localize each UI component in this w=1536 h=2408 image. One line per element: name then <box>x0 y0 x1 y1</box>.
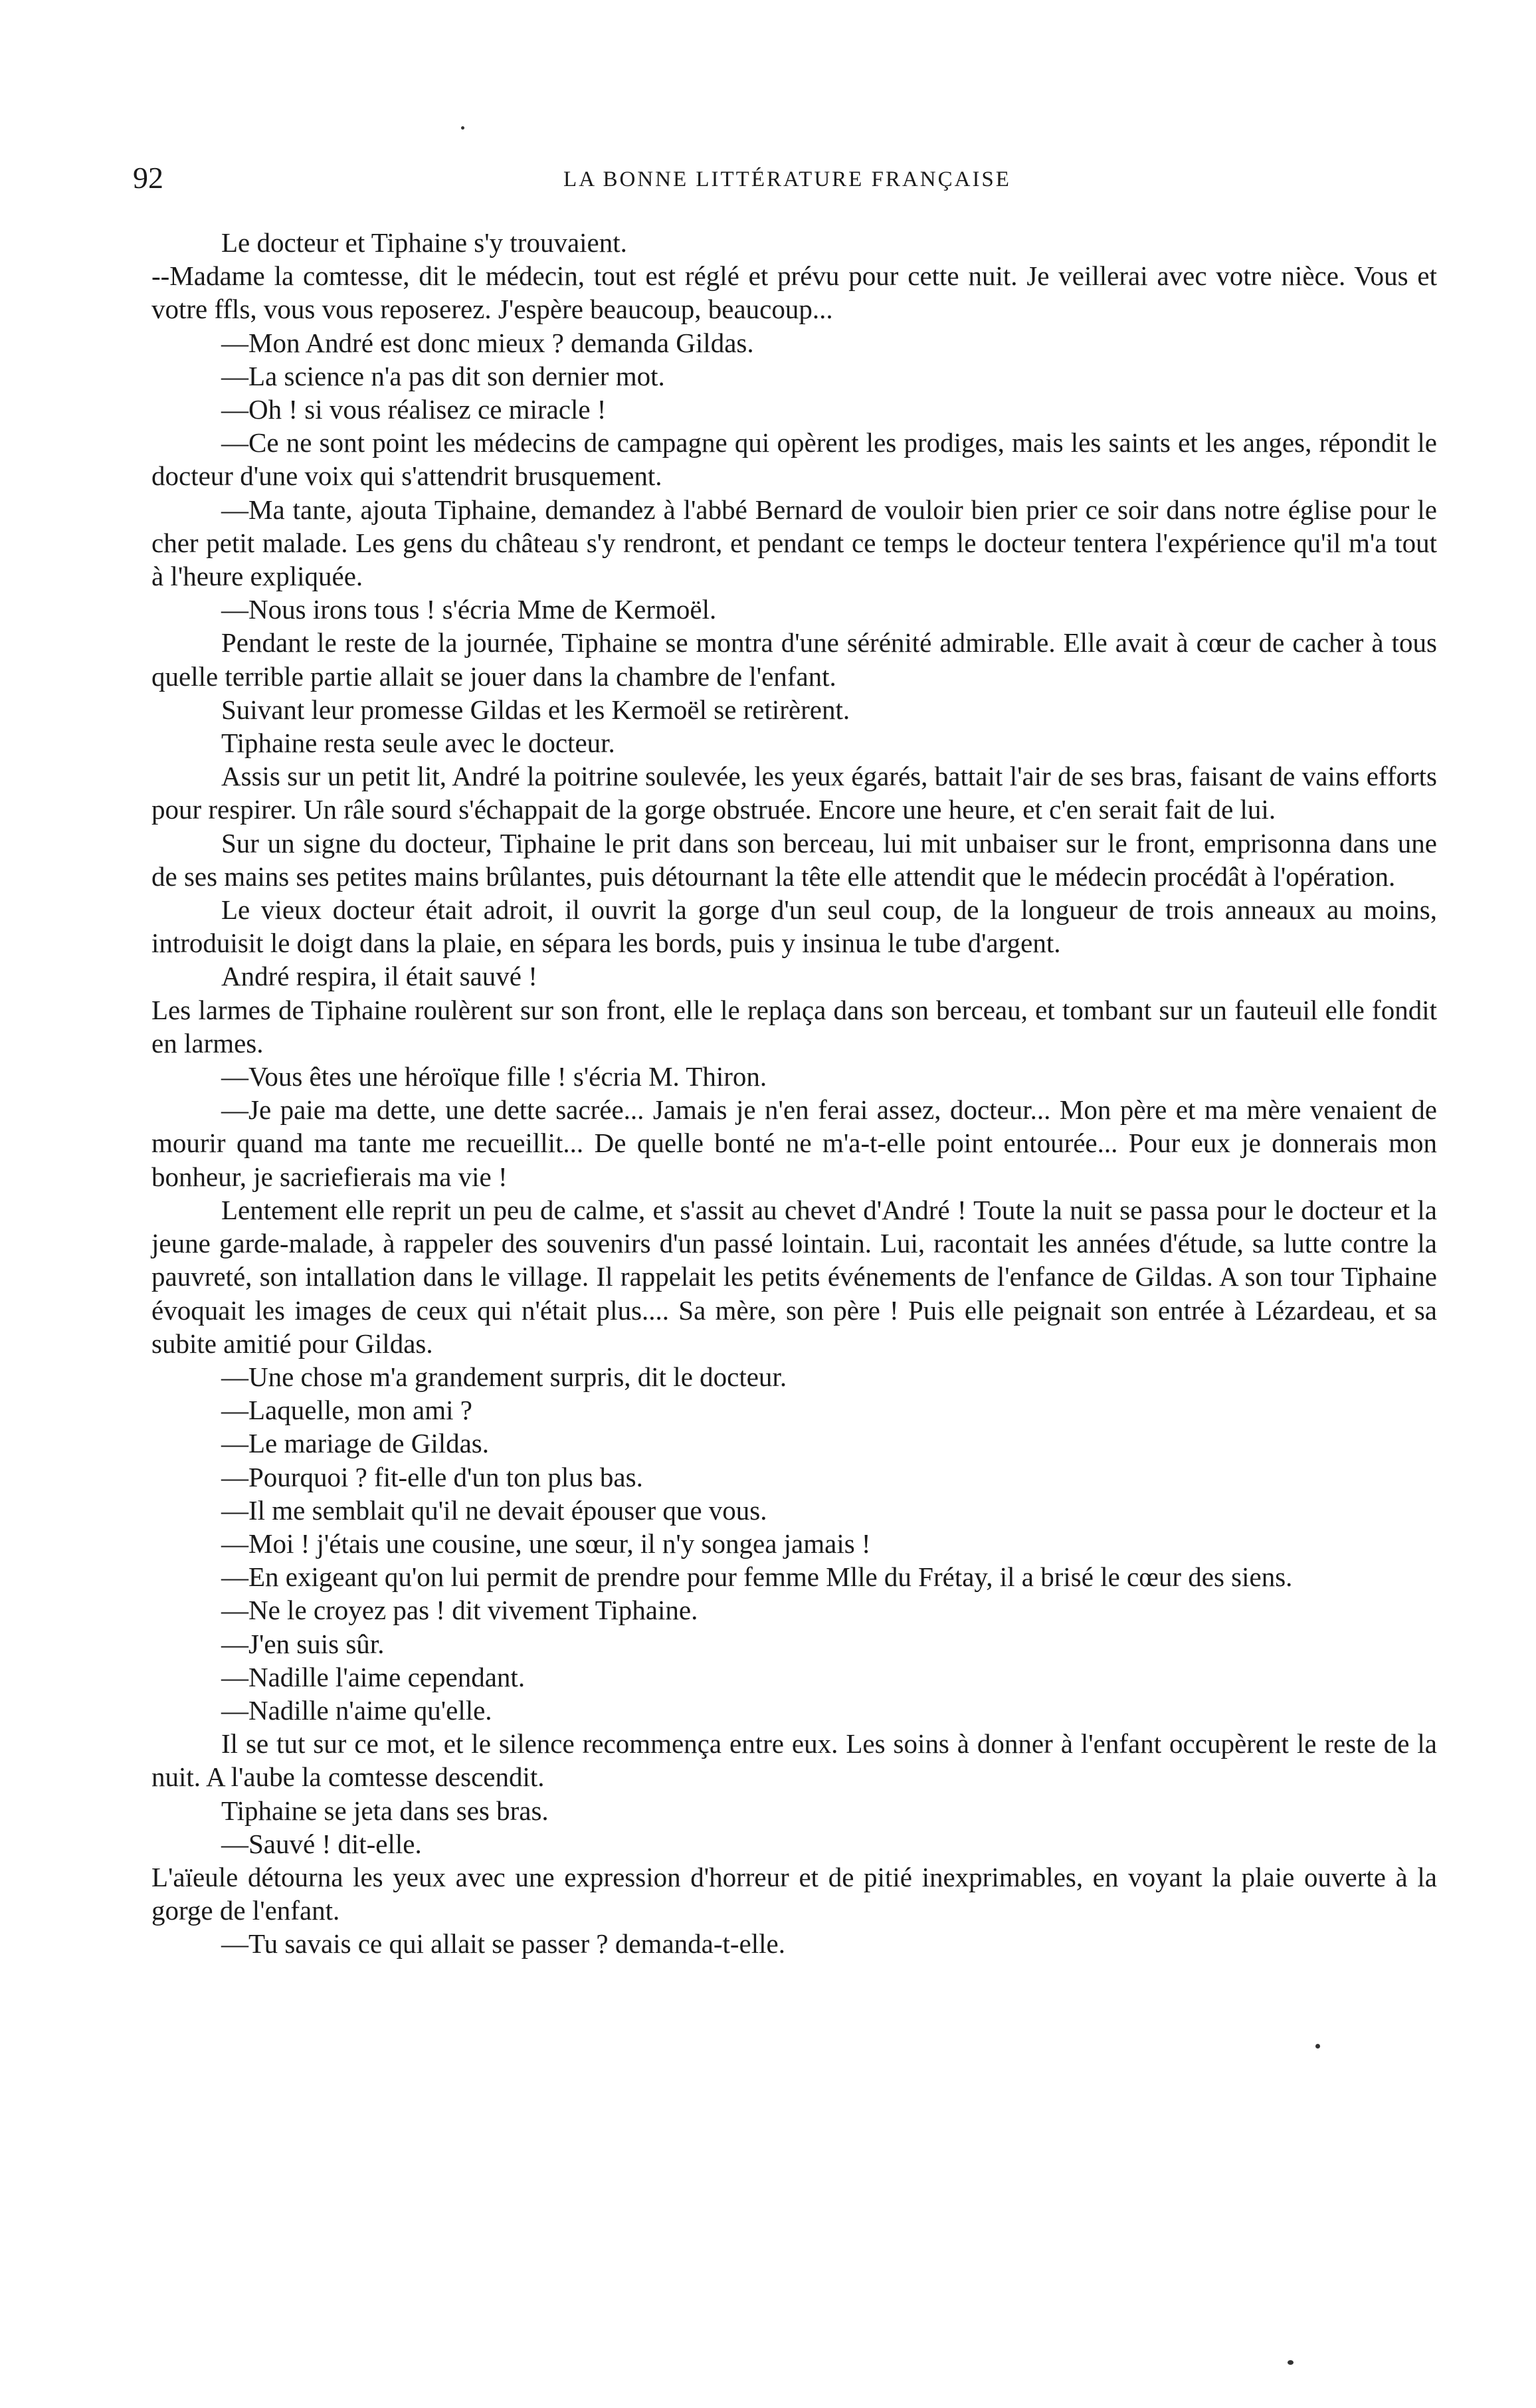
paragraph: Tiphaine se jeta dans ses bras. <box>221 1795 549 1826</box>
page-header <box>133 158 1442 198</box>
paragraph: Le vieux docteur était adroit, il ouvrit la gorge d'un seul coup, de la longueur de trois anneaux au moins, introduisit le doigt dans la plaie, en sépara les bords, puis y insinua le tube d'argent. <box>151 894 1437 959</box>
paragraph: —Vous êtes une héroïque fille ! s'écria M. Thiron. <box>221 1061 767 1092</box>
paragraph: Sur un signe du docteur, Tiphaine le prit dans son berceau, lui mit unbaiser sur le front, emprisonna dans une de ses mains ses petites mains brûlantes, puis détournant la tête elle attendit que le médecin procédât à l'opération. <box>151 827 1437 892</box>
paragraph: —Je paie ma dette, une dette sacrée... Jamais je n'en ferai assez, docteur... Mon père et ma mère venaient de mourir quand ma tante me recueillit... De quelle bonté ne m'a-t-elle point entourée... Pour eux je donnerais mon bonheur, je sacriefierais ma vie ! <box>151 1094 1437 1192</box>
paragraph: —La science n'a pas dit son dernier mot. <box>221 360 665 391</box>
paragraph: —Tu savais ce qui allait se passer ? demanda-t-elle. <box>221 1928 785 1959</box>
paragraph: L'aïeule détourna les yeux avec une expression d'horreur et de pitié inexprimables, en voyant la plaie ouverte à la gorge de l'enfant. <box>151 1861 1437 1926</box>
body-text <box>151 226 1437 1961</box>
paragraph: Les larmes de Tiphaine roulèrent sur son front, elle le replaça dans son berceau, et tombant sur un fauteuil elle fondit en larmes. <box>151 994 1437 1058</box>
paragraph: —Nadille n'aime qu'elle. <box>221 1694 492 1726</box>
paragraph: —Oh ! si vous réalisez ce miracle ! <box>221 394 607 425</box>
paragraph: --Madame la comtesse, dit le médecin, tout est réglé et prévu pour cette nuit. Je veillerai avec votre nièce. Vous et votre ffls, vous vous reposerez. J'espère beaucoup, beaucoup... <box>151 260 1437 325</box>
paragraph: —Laquelle, mon ami ? <box>221 1395 472 1426</box>
paragraph: —Nadille l'aime cependant. <box>221 1661 526 1692</box>
paragraph: —Mon André est donc mieux ? demanda Gildas. <box>221 327 754 358</box>
paragraph: —Nous irons tous ! s'écria Mme de Kermoël. <box>221 594 717 625</box>
paragraph: —Ce ne sont point les médecins de campagne qui opèrent les prodiges, mais les saints et les anges, répondit le docteur d'une voix qui s'attendrit brusquement. <box>151 427 1437 492</box>
paragraph: —Ma tante, ajouta Tiphaine, demandez à l'abbé Bernard de vouloir bien prier ce soir dans notre église pour le cher petit malade. Les gens du château s'y rendront, et pendant ce temps le docteur tentera l'expérience qu'il m'a tout à l'heure expliquée. <box>151 494 1437 592</box>
running-title: LA BONNE LITTÉRATURE FRANÇAISE <box>563 167 1011 191</box>
paragraph: Il se tut sur ce mot, et le silence recommença entre eux. Les soins à donner à l'enfant occupèrent le reste de la nuit. A l'aube la comtesse descendit. <box>151 1728 1437 1793</box>
paragraph: —J'en suis sûr. <box>221 1628 385 1659</box>
page-number: 92 <box>133 161 163 195</box>
paragraph: Lentement elle reprit un peu de calme, et s'assit au chevet d'André ! Toute la nuit se passa pour le docteur et la jeune garde-malade, à rappeler des souvenirs d'un passé lointain. Lui, racontait les années d'étude, sa lutte contre la pauvreté, son intallation dans le village. Il rappelait les petits événements de l'enfance de Gildas. A son tour Tiphaine évoquait les images de ceux qui n'était plus.... Sa mère, son père ! Puis elle peignait son entrée à Lézardeau, et sa subite amitié pour Gildas. <box>151 1194 1437 1359</box>
paragraph: Pendant le reste de la journée, Tiphaine se montra d'une sérénité admirable. Elle avait à cœur de cacher à tous quelle terrible partie allait se jouer dans la chambre de l'enfant. <box>151 627 1437 692</box>
paragraph: Suivant leur promesse Gildas et les Kermoël se retirèrent. <box>221 694 850 725</box>
paragraph: Assis sur un petit lit, André la poitrine soulevée, les yeux égarés, battait l'air de ses bras, faisant de vains efforts pour respirer. Un râle sourd s'échappait de la gorge obstruée. Encore une heure, et c'en serait fait de lui. <box>151 761 1437 825</box>
paragraph: —Pourquoi ? fit-elle d'un ton plus bas. <box>221 1461 643 1492</box>
paragraph: Tiphaine resta seule avec le docteur. <box>221 728 615 759</box>
paragraph: André respira, il était sauvé ! <box>221 961 537 992</box>
paragraph: —En exigeant qu'on lui permit de prendre pour femme Mlle du Frétay, il a brisé le cœur des siens. <box>221 1561 1293 1593</box>
paragraph: —Une chose m'a grandement surpris, dit le docteur. <box>221 1361 787 1392</box>
paragraph: —Ne le croyez pas ! dit vivement Tiphaine. <box>221 1595 698 1626</box>
paragraph: Le docteur et Tiphaine s'y trouvaient. <box>221 227 627 258</box>
paragraph: —Moi ! j'étais une cousine, une sœur, il n'y songea jamais ! <box>221 1528 871 1559</box>
paragraph: —Sauvé ! dit-elle. <box>221 1828 422 1859</box>
paragraph: —Le mariage de Gildas. <box>221 1428 490 1459</box>
paragraph: —Il me semblait qu'il ne devait épouser que vous. <box>221 1494 767 1526</box>
